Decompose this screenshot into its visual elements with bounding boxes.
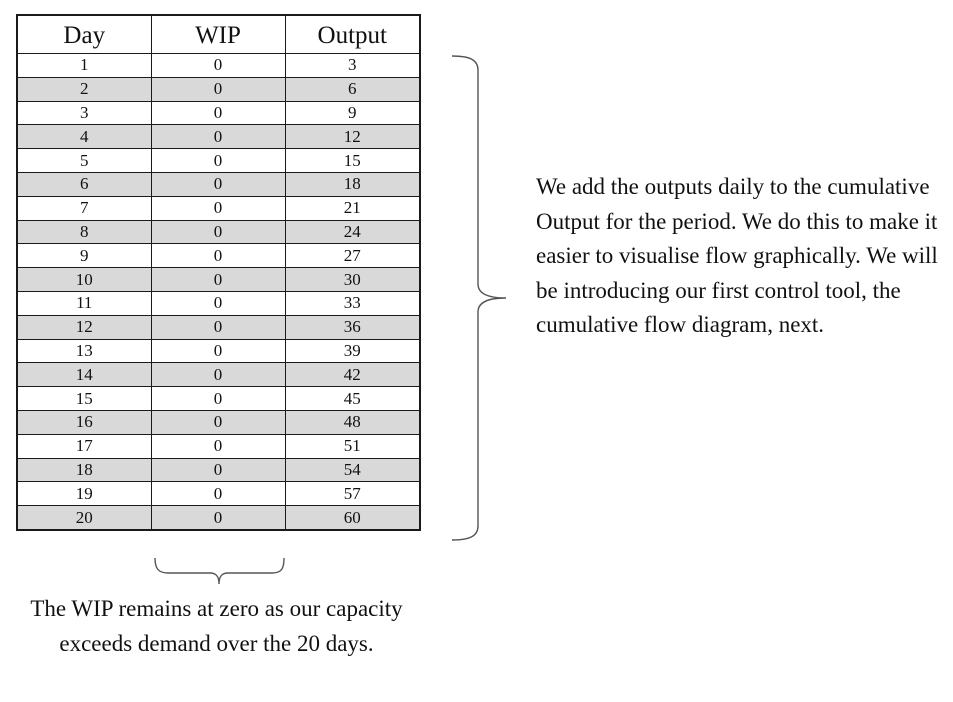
cell-wip: 0 [151, 172, 285, 196]
cell-output: 39 [285, 339, 420, 363]
cell-day: 1 [17, 54, 151, 78]
table-row [17, 54, 420, 78]
cell-day: 2 [17, 77, 151, 101]
cell-output: 54 [285, 458, 420, 482]
cell-output: 6 [285, 77, 420, 101]
cell-day: 13 [17, 339, 151, 363]
cell-day: 19 [17, 482, 151, 506]
cell-day: 18 [17, 458, 151, 482]
cell-wip: 0 [151, 54, 285, 78]
cell-wip: 0 [151, 291, 285, 315]
header-output: Output [285, 15, 420, 54]
table-row [17, 220, 420, 244]
table-row [17, 101, 420, 125]
cell-output: 3 [285, 54, 420, 78]
cell-output: 45 [285, 387, 420, 411]
table-row [17, 77, 420, 101]
cell-day: 10 [17, 268, 151, 292]
cell-wip: 0 [151, 315, 285, 339]
cell-wip: 0 [151, 196, 285, 220]
cell-wip: 0 [151, 125, 285, 149]
cell-wip: 0 [151, 363, 285, 387]
table-row [17, 196, 420, 220]
cell-day: 14 [17, 363, 151, 387]
table-row [17, 268, 420, 292]
table-row [17, 458, 420, 482]
header-day: Day [17, 15, 151, 54]
cell-wip: 0 [151, 77, 285, 101]
cell-wip: 0 [151, 410, 285, 434]
output-column-brace [448, 52, 510, 544]
table-row [17, 410, 420, 434]
table-row [17, 387, 420, 411]
cell-day: 9 [17, 244, 151, 268]
cell-output: 48 [285, 410, 420, 434]
table-row [17, 482, 420, 506]
cell-day: 8 [17, 220, 151, 244]
cell-output: 9 [285, 101, 420, 125]
cell-day: 15 [17, 387, 151, 411]
cell-output: 36 [285, 315, 420, 339]
cell-output: 18 [285, 172, 420, 196]
cell-output: 57 [285, 482, 420, 506]
cell-day: 11 [17, 291, 151, 315]
cell-day: 5 [17, 149, 151, 173]
wip-column-brace [150, 556, 290, 588]
table-row [17, 434, 420, 458]
cell-output: 33 [285, 291, 420, 315]
cell-wip: 0 [151, 506, 285, 530]
table-row [17, 172, 420, 196]
cell-day: 20 [17, 506, 151, 530]
cell-wip: 0 [151, 244, 285, 268]
cell-wip: 0 [151, 434, 285, 458]
cell-output: 15 [285, 149, 420, 173]
table-row [17, 363, 420, 387]
cell-day: 7 [17, 196, 151, 220]
table-row [17, 149, 420, 173]
cell-output: 42 [285, 363, 420, 387]
cell-wip: 0 [151, 482, 285, 506]
cell-wip: 0 [151, 268, 285, 292]
cell-output: 60 [285, 506, 420, 530]
table-row [17, 125, 420, 149]
table-row [17, 315, 420, 339]
cell-wip: 0 [151, 220, 285, 244]
table-body [17, 54, 420, 530]
cell-wip: 0 [151, 339, 285, 363]
cell-day: 12 [17, 315, 151, 339]
cell-day: 4 [17, 125, 151, 149]
table-row [17, 506, 420, 530]
cell-output: 21 [285, 196, 420, 220]
cell-day: 16 [17, 410, 151, 434]
header-wip: WIP [151, 15, 285, 54]
cell-output: 24 [285, 220, 420, 244]
cell-wip: 0 [151, 458, 285, 482]
output-explanation-text: We add the outputs daily to the cumulative Output for the period. We do this to make it easier to visualise flow graphically. We will be introducing our first control tool, the cumulative flow diagram, next. [536, 174, 938, 338]
table-header-row [17, 15, 420, 54]
cell-wip: 0 [151, 149, 285, 173]
cell-output: 30 [285, 268, 420, 292]
table-row [17, 291, 420, 315]
cell-day: 6 [17, 172, 151, 196]
cell-output: 27 [285, 244, 420, 268]
table-row [17, 339, 420, 363]
cell-day: 17 [17, 434, 151, 458]
cell-wip: 0 [151, 101, 285, 125]
cell-output: 12 [285, 125, 420, 149]
cell-day: 3 [17, 101, 151, 125]
cell-wip: 0 [151, 387, 285, 411]
wip-explanation-text: The WIP remains at zero as our capacity exceeds demand over the 20 days. [30, 596, 403, 656]
cell-output: 51 [285, 434, 420, 458]
table-row [17, 244, 420, 268]
day-wip-output-table [16, 14, 421, 531]
